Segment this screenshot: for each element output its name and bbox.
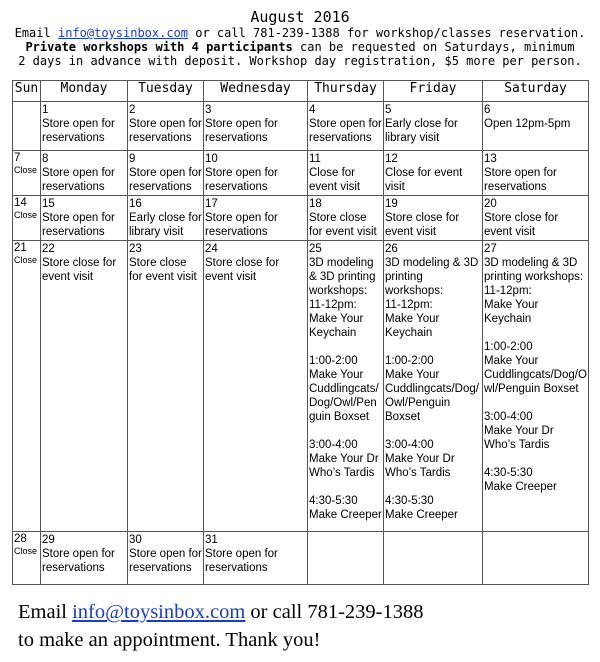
day-cell-content <box>308 532 383 534</box>
day-number: 19 <box>385 198 398 210</box>
day-number: 23 <box>129 243 142 255</box>
footer-message <box>18 598 588 654</box>
day-event-text: Store close for event visit <box>129 257 197 283</box>
day-header-row <box>13 81 589 102</box>
header-private-workshops: Private workshops with 4 participants <box>25 40 293 54</box>
day-event-text: Close for event visit <box>309 167 361 193</box>
day-event-text: Store open for reservations <box>129 548 202 574</box>
week-row <box>13 532 589 585</box>
day-cell-content <box>483 532 588 534</box>
day-cell-content <box>41 151 127 195</box>
calendar-table <box>12 80 589 585</box>
day-cell <box>483 532 589 585</box>
day-number: 18 <box>309 198 322 210</box>
day-cell-content <box>204 102 307 146</box>
day-number: 14 <box>14 197 27 209</box>
day-cell-content <box>204 151 307 195</box>
calendar-title: August 2016 <box>250 8 350 26</box>
day-cell <box>41 241 128 532</box>
day-event-text: 3D modeling & 3D printing workshops: 11-12pm: Make Your Keychain 1:00-2:00 Make Your Cuddlingcats/Dog/Owl/Penguin Boxset 3:00-4:00 Make Your Dr Who’s Tardis 4:30-5:30 Make Creeper <box>309 257 382 521</box>
day-cell <box>204 151 308 196</box>
day-number: 30 <box>129 534 142 546</box>
header-line-2-rest: can be requested on Saturdays, minimum <box>292 40 575 54</box>
day-cell-content <box>483 241 588 495</box>
day-header-monday: Monday <box>41 81 128 102</box>
day-cell <box>308 532 384 585</box>
day-number: 12 <box>385 153 398 165</box>
day-cell <box>41 151 128 196</box>
day-cell <box>204 532 308 585</box>
header-email-link[interactable]: info@toysinbox.com <box>57 26 189 40</box>
day-event-text: Store open for reservations <box>205 167 278 193</box>
day-cell-content <box>41 241 127 285</box>
day-cell <box>483 241 589 532</box>
day-event-text: Store open for reservations <box>42 212 115 238</box>
sunday-cell-content <box>13 102 40 104</box>
day-cell <box>128 151 204 196</box>
day-event-text: Store open for reservations <box>205 118 278 144</box>
day-number: 24 <box>205 243 218 255</box>
day-cell <box>308 102 384 151</box>
day-event-text: Store close for event visit <box>385 212 460 238</box>
day-cell-content <box>204 241 307 285</box>
day-number: 28 <box>14 533 27 545</box>
day-cell-content <box>384 102 482 146</box>
day-cell <box>483 151 589 196</box>
day-cell <box>41 196 128 241</box>
day-event-text: 3D modeling & 3D printing workshops: 11-12pm: Make Your Keychain 1:00-2:00 Make Your Cuddlingcats/Dog/Owl/Penguin Boxset 3:00-4:00 Make Your Dr Who’s Tardis 4:30-5:30 Make Creeper <box>385 257 479 521</box>
day-number: 10 <box>205 153 218 165</box>
day-event-text: Early close for library visit <box>385 118 458 144</box>
day-header-wednesday: Wednesday <box>204 81 308 102</box>
day-cell <box>384 241 483 532</box>
day-number: 5 <box>385 104 392 116</box>
day-event-text: Close <box>14 546 38 556</box>
day-event-text: Store open for reservations <box>42 167 115 193</box>
day-cell-content <box>204 532 307 576</box>
day-header-saturday: Saturday <box>483 81 589 102</box>
day-cell <box>13 102 41 151</box>
day-header-thursday: Thursday <box>308 81 384 102</box>
day-cell <box>308 196 384 241</box>
day-cell-content <box>483 196 588 240</box>
day-number: 7 <box>14 152 21 164</box>
day-cell <box>204 196 308 241</box>
day-cell <box>13 532 41 585</box>
sunday-cell-content <box>13 532 40 558</box>
header-email-prefix: Email <box>14 26 58 40</box>
day-cell <box>13 241 41 532</box>
day-cell <box>41 532 128 585</box>
day-number: 25 <box>309 243 322 255</box>
header-line-2 <box>12 40 588 54</box>
day-cell-content <box>384 241 482 523</box>
footer-line-2: to make an appointment. Thank you! <box>18 629 321 651</box>
day-cell <box>384 196 483 241</box>
day-cell <box>308 151 384 196</box>
day-event-text: Store open for reservations <box>205 212 278 238</box>
day-cell-content <box>308 102 383 146</box>
day-number: 21 <box>14 242 27 254</box>
day-cell-content <box>384 151 482 195</box>
day-event-text: 3D modeling & 3D printing workshops: 11-12pm: Make Your Keychain 1:00-2:00 Make Your Cuddlingcats/Dog/Owl/Penguin Boxset 3:00-4:00 Make Your Dr Who’s Tardis 4:30-5:30 Make Creeper <box>484 257 587 493</box>
header-line-1 <box>12 26 588 40</box>
day-cell <box>41 102 128 151</box>
day-cell <box>128 196 204 241</box>
day-event-text: Store close for event visit <box>484 212 559 238</box>
day-cell-content <box>128 241 203 285</box>
day-event-text: Early close for library visit <box>129 212 202 238</box>
day-number: 13 <box>484 153 497 165</box>
day-cell <box>13 196 41 241</box>
header-line-3: 2 days in advance with deposit. Workshop day registration, $5 more per person. <box>18 54 582 68</box>
day-cell <box>204 102 308 151</box>
day-event-text: Store open for reservations <box>42 548 115 574</box>
day-number: 3 <box>205 104 212 116</box>
day-event-text: Store open for reservations <box>484 167 557 193</box>
day-number: 9 <box>129 153 136 165</box>
day-cell-content <box>128 102 203 146</box>
calendar-header <box>12 6 588 80</box>
day-number: 6 <box>484 104 491 116</box>
sunday-cell-content <box>13 196 40 222</box>
day-cell-content <box>41 102 127 146</box>
day-cell-content <box>308 196 383 240</box>
day-event-text: Store open for reservations <box>309 118 382 144</box>
day-header-friday: Friday <box>384 81 483 102</box>
day-cell-content <box>308 241 383 523</box>
day-number: 15 <box>42 198 55 210</box>
sunday-cell-content <box>13 241 40 267</box>
day-event-text: Close <box>14 165 38 175</box>
day-event-text: Store close for event visit <box>205 257 280 283</box>
day-event-text: Store open for reservations <box>129 118 202 144</box>
day-header-tuesday: Tuesday <box>128 81 204 102</box>
day-number: 31 <box>205 534 218 546</box>
day-event-text: Store open for reservations <box>42 118 115 144</box>
day-cell-content <box>128 196 203 240</box>
day-event-text: Open 12pm-5pm <box>484 118 571 130</box>
week-row <box>13 151 589 196</box>
day-cell <box>128 532 204 585</box>
day-cell-content <box>41 532 127 576</box>
day-number: 22 <box>42 243 55 255</box>
day-cell <box>384 151 483 196</box>
day-header-sunday: Sun <box>13 81 41 102</box>
day-cell-content <box>483 102 588 132</box>
day-event-text: Store close for event visit <box>42 257 117 283</box>
day-number: 1 <box>42 104 49 116</box>
day-cell-content <box>41 196 127 240</box>
sunday-cell-content <box>13 151 40 177</box>
day-event-text: Close <box>14 210 38 220</box>
day-cell-content <box>128 532 203 576</box>
day-number: 16 <box>129 198 142 210</box>
header-email-suffix: or call 781-239-1388 for workshop/classes reservation. <box>188 26 586 40</box>
day-number: 2 <box>129 104 136 116</box>
footer-phone-text: or call 781-239-1388 <box>245 601 424 623</box>
footer-line-1 <box>18 598 588 626</box>
day-number: 8 <box>42 153 49 165</box>
day-cell-content <box>384 196 482 240</box>
day-number: 26 <box>385 243 398 255</box>
day-cell-content <box>204 196 307 240</box>
day-cell <box>204 241 308 532</box>
week-row <box>13 241 589 532</box>
day-cell-content <box>483 151 588 195</box>
day-cell <box>483 102 589 151</box>
day-event-text: Close <box>14 255 38 265</box>
day-cell <box>128 102 204 151</box>
day-cell <box>384 102 483 151</box>
footer-email-link[interactable]: info@toysinbox.com <box>72 601 246 623</box>
day-number: 4 <box>309 104 316 116</box>
week-row <box>13 102 589 151</box>
day-cell-content <box>128 151 203 195</box>
day-event-text: Store close for event visit <box>309 212 377 238</box>
day-cell <box>483 196 589 241</box>
week-row <box>13 196 589 241</box>
day-cell-content <box>384 532 482 534</box>
day-cell <box>384 532 483 585</box>
day-cell <box>128 241 204 532</box>
day-cell <box>13 151 41 196</box>
day-cell-content <box>308 151 383 195</box>
day-cell <box>308 241 384 532</box>
day-number: 29 <box>42 534 55 546</box>
day-number: 27 <box>484 243 497 255</box>
day-event-text: Store open for reservations <box>205 548 278 574</box>
footer-email-prefix: Email <box>18 601 73 623</box>
day-number: 11 <box>309 153 321 165</box>
day-number: 20 <box>484 198 497 210</box>
day-event-text: Store open for reservations <box>129 167 202 193</box>
day-number: 17 <box>205 198 218 210</box>
day-event-text: Close for event visit <box>385 167 463 193</box>
